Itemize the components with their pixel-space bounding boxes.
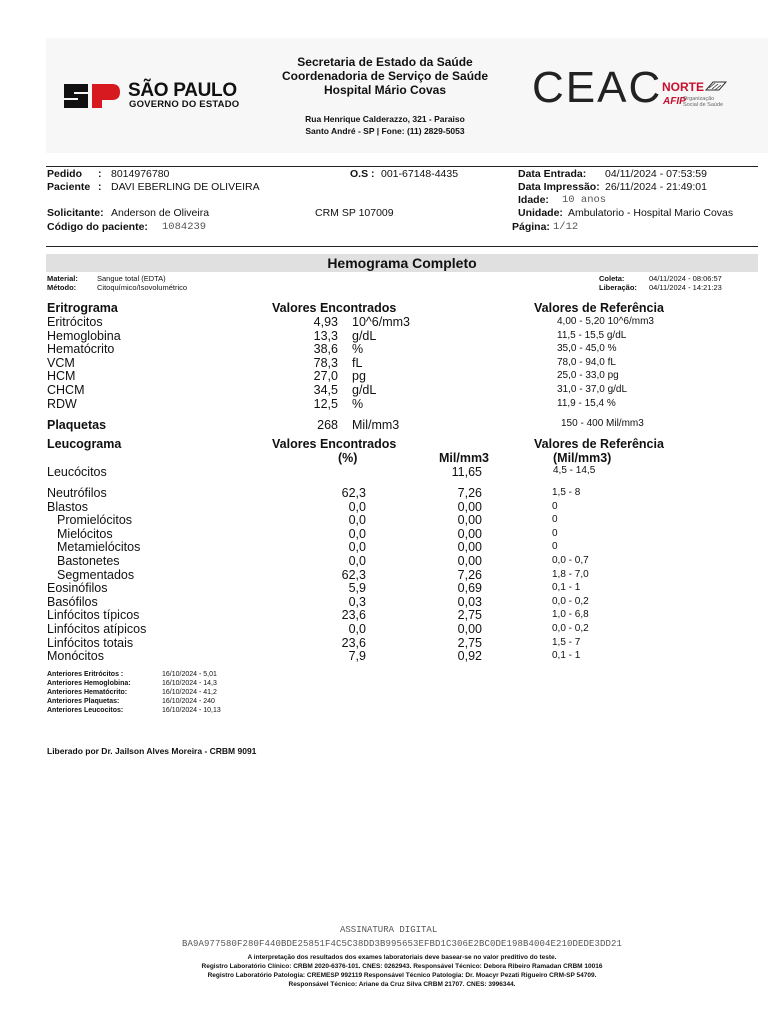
leuco-ref: 1,0 - 6,8 [552, 609, 589, 621]
plaquetas-label: Plaquetas [47, 418, 107, 432]
anteriores-value: 16/10/2024 - 5,01 [162, 671, 217, 678]
leuco-pct: 0,0 [348, 526, 366, 541]
eritro-unit: fL [352, 355, 363, 370]
anteriores-value: 16/10/2024 - 10,13 [162, 706, 221, 714]
eritro-name: HCM [47, 369, 76, 384]
eritro-unit: g/dL [352, 383, 377, 397]
leuco-ref: 0 [552, 541, 558, 553]
eritro-name: Eritrócitos [47, 315, 103, 329]
eritro-name: CHCM [47, 383, 85, 397]
leuco-pct: 0,3 [348, 594, 366, 609]
eritro-value: 13,3 [313, 328, 338, 343]
leuco-name: Promielócitos [57, 513, 133, 528]
anteriores-label: Anteriores Hematócrito: [47, 688, 128, 696]
leucograma-ref-header: Valores de Referência [534, 437, 664, 451]
data-entrada-label: Data Entrada: [518, 168, 587, 180]
leuco-pct: 0,0 [348, 622, 366, 636]
material-label: Material: [47, 274, 78, 283]
solicitante-value: Anderson de Oliveira [111, 207, 210, 219]
ceac-logo: CEAC [532, 63, 663, 112]
coleta-label: Coleta: [599, 274, 625, 283]
eritro-ref: 11,5 - 15,5 g/dL [557, 329, 627, 341]
leuco-name: Linfócitos atípicos [47, 622, 147, 636]
eritro-ref: 35,0 - 45,0 % [557, 343, 617, 355]
eritro-name: Hematócrito [47, 342, 115, 357]
leuco-pct: 23,6 [341, 635, 366, 650]
anteriores-label: Anteriores Eritrócitos : [47, 671, 124, 678]
leuco-mil: 0,03 [457, 594, 482, 609]
eritro-name: Hemoglobina [47, 328, 121, 343]
eritro-value: 34,5 [313, 383, 338, 397]
leuco-ref: 0,0 - 0,2 [552, 623, 589, 634]
idade-value: 10 anos [562, 194, 607, 206]
leuco-name: Neutrófilos [47, 486, 107, 500]
leuco-pct: 0,0 [348, 554, 366, 568]
leucocitos-ref: 4,5 - 14,5 [553, 465, 596, 476]
leuco-ref: 0 [552, 527, 558, 539]
leuco-ref: 0,0 - 0,7 [552, 555, 589, 566]
os-value: 001-67148-4435 [381, 168, 459, 180]
eritro-ref: 11,9 - 15,4 % [557, 397, 616, 409]
anteriores-label: Anteriores Hemoglobina: [47, 679, 131, 687]
codigo-value: 1084239 [162, 221, 207, 233]
colon: : [98, 168, 102, 180]
leuco-mil: 0,92 [457, 649, 482, 664]
unidade-label: Unidade: [518, 207, 563, 219]
exam-title: Hemograma Completo [327, 255, 477, 271]
footer-line-1: A interpretação dos resultados dos exames laboratoriais deve basear-se no valor preditivo do teste. [247, 954, 557, 961]
leuco-ref: 0 [552, 514, 558, 526]
eritro-name: VCM [47, 355, 75, 370]
leuco-mil: 0,00 [457, 540, 482, 555]
plaquetas-value: 268 [317, 418, 338, 432]
data-impressao-label: Data Impressão: [518, 181, 600, 193]
leuco-ref: 1,8 - 7,0 [552, 568, 589, 580]
gov-title: SÃO PAULO [128, 80, 237, 101]
leuco-mil: 0,00 [457, 513, 482, 528]
leuco-name: Eosinófilos [47, 581, 108, 596]
eritrograma-found-header: Valores Encontrados [272, 301, 397, 315]
pedido-label: Pedido [47, 168, 83, 180]
eritro-unit: % [352, 342, 364, 357]
assinatura-digital-label: ASSINATURA DIGITAL [340, 925, 438, 935]
leuco-ref: 1,5 - 8 [552, 487, 581, 498]
plaquetas-ref: 150 - 400 Mil/mm3 [561, 418, 644, 429]
codigo-label: Código do paciente: [47, 221, 148, 233]
digital-signature-hash: BA9A977580F280F440BDE25851F4C5C38DD3B995653EFBD1C306E2BC0DE198B4004E210DEDE3DD21 [181, 939, 623, 949]
leuco-mil: 0,00 [457, 499, 482, 514]
eritro-name: RDW [47, 396, 77, 411]
leuco-mil: 0,00 [457, 622, 482, 636]
eritro-value: 78,3 [313, 355, 338, 370]
coleta-value: 04/11/2024 - 08:06:57 [649, 274, 722, 283]
leuco-mil: 2,75 [457, 608, 482, 623]
crm-value: CRM SP 107009 [315, 207, 394, 219]
leuco-name: Bastonetes [57, 554, 120, 568]
leuco-ref: 0,0 - 0,2 [552, 595, 589, 607]
leuco-name: Linfócitos típicos [47, 608, 140, 623]
idade-label: Idade: [518, 194, 549, 206]
leucograma-pct-header: (%) [338, 451, 358, 465]
leuco-ref: 0 [552, 500, 558, 512]
pagina-value: 1/12 [553, 221, 579, 233]
patient-divider [46, 246, 758, 247]
ceac-norte-label: NORTE [662, 80, 704, 94]
eritrograma-ref-header: Valores de Referência [534, 301, 664, 315]
colon: : [98, 181, 102, 193]
leucograma-mil-header: Mil/mm3 [439, 451, 490, 465]
unidade-value: Ambulatorio - Hospital Mario Covas [568, 207, 734, 219]
header-divider [46, 166, 758, 167]
material-value: Sangue total (EDTA) [97, 274, 166, 283]
eritro-ref: 4,00 - 5,20 10^6/mm3 [557, 316, 654, 327]
leuco-pct: 0,0 [348, 540, 366, 555]
anteriores-label: Anteriores Leucocitos: [47, 706, 124, 714]
pagina-label: Página: [512, 221, 550, 233]
anteriores-label: Anteriores Plaquetas: [47, 697, 120, 705]
leuco-name: Monócitos [47, 649, 104, 664]
leuco-name: Segmentados [57, 567, 135, 582]
eritro-value: 4,93 [313, 315, 338, 329]
anteriores-value: 16/10/2024 - 240 [162, 697, 215, 705]
afip-logo: AFIP [663, 96, 686, 107]
liberado-por: Liberado por Dr. Jailson Alves Moreira - CRBM 9091 [47, 746, 257, 756]
leuco-name: Basófilos [47, 594, 98, 609]
leuco-name: Metamielócitos [57, 540, 141, 555]
data-entrada-value: 04/11/2024 - 07:53:59 [605, 168, 707, 180]
secretaria-title: Secretaria de Estado da Saúde [297, 55, 473, 69]
eritrograma-heading: Eritrograma [47, 301, 118, 315]
leuco-name: Mielócitos [57, 526, 113, 541]
leucograma-heading: Leucograma [47, 437, 122, 451]
eritro-ref: 78,0 - 94,0 fL [557, 356, 616, 368]
solicitante-label: Solicitante: [47, 207, 104, 219]
sao-paulo-logo-icon [62, 82, 122, 110]
hospital-title: Hospital Mário Covas [323, 83, 447, 97]
eritro-ref: 31,0 - 37,0 g/dL [557, 384, 628, 395]
os-label: O.S : [350, 168, 375, 180]
eritro-value: 12,5 [313, 396, 338, 411]
eritro-value: 38,6 [313, 342, 338, 357]
leuco-mil: 0,69 [457, 581, 482, 596]
eritro-unit: % [352, 396, 364, 411]
eritro-ref: 25,0 - 33,0 pg [557, 370, 619, 382]
anteriores-value: 16/10/2024 - 14,3 [162, 679, 217, 687]
leucocitos-label: Leucócitos [47, 465, 107, 479]
pedido-value: 8014976780 [111, 168, 170, 180]
leuco-mil: 2,75 [457, 635, 482, 650]
leuco-name: Blastos [47, 499, 88, 514]
afip-org-label: Organização Social de Saúde [683, 96, 724, 109]
eritro-unit: 10^6/mm3 [352, 315, 410, 329]
address-line-1: Rua Henrique Calderazzo, 321 - Paraiso [305, 114, 465, 124]
anteriores-value: 16/10/2024 - 41,2 [162, 688, 217, 696]
coordenadoria-title: Coordenadoria de Serviço de Saúde [281, 69, 489, 83]
leuco-pct: 5,9 [348, 581, 366, 596]
leuco-pct: 62,3 [341, 486, 366, 500]
eritro-unit: pg [352, 369, 366, 384]
leucograma-ref-unit-header: (Mil/mm3) [553, 451, 612, 465]
leucocitos-value: 11,65 [451, 465, 482, 479]
leuco-mil: 0,00 [457, 526, 482, 541]
footer-line-4: Responsável Técnico: Ariane da Cruz Silva CRBM 21707. CNES: 3996344. [288, 981, 516, 988]
liberacao-label: Liberação: [599, 283, 637, 292]
paciente-label: Paciente [47, 181, 91, 193]
leuco-ref: 0,1 - 1 [552, 582, 581, 594]
leuco-ref: 1,5 - 7 [552, 636, 581, 648]
paciente-value: DAVI EBERLING DE OLIVEIRA [111, 181, 260, 193]
leuco-mil: 0,00 [457, 554, 482, 568]
liberacao-value: 04/11/2024 - 14:21:23 [649, 283, 722, 292]
leuco-pct: 7,9 [348, 649, 366, 664]
eritro-value: 27,0 [313, 369, 338, 384]
leuco-mil: 7,26 [457, 567, 482, 582]
flag-icon [705, 80, 727, 92]
leuco-pct: 62,3 [341, 567, 366, 582]
leucograma-found-header: Valores Encontrados [272, 437, 397, 451]
leuco-mil: 7,26 [457, 486, 482, 500]
leuco-pct: 23,6 [341, 608, 366, 623]
metodo-value: Citoquímico/Isovolumétrico [97, 283, 188, 292]
leuco-ref: 0,1 - 1 [552, 650, 581, 662]
footer-line-3: Registro Laboratório Patologia: CREMESP 992119 Responsável Técnico Patologia: Dr. Moacyr Pezati Rigueiro CRM-SP 54709. [207, 972, 597, 979]
metodo-label: Método: [47, 283, 77, 292]
eritro-unit: g/dL [352, 328, 377, 343]
gov-subtitle: GOVERNO DO ESTADO [129, 99, 240, 110]
footer-line-2: Registro Laboratório Clínico: CRBM 2020-6376-101. CNES: 0262943. Responsável Técnico: Debora Ribeiro Ramadan CRBM 10016 [201, 963, 603, 970]
data-impressao-value: 26/11/2024 - 21:49:01 [605, 181, 707, 193]
address-line-2: Santo André - SP | Fone: (11) 2829-5053 [305, 126, 465, 136]
leuco-pct: 0,0 [348, 513, 366, 528]
leuco-name: Linfócitos totais [47, 635, 134, 650]
leuco-pct: 0,0 [348, 499, 366, 514]
plaquetas-unit: Mil/mm3 [352, 418, 400, 432]
